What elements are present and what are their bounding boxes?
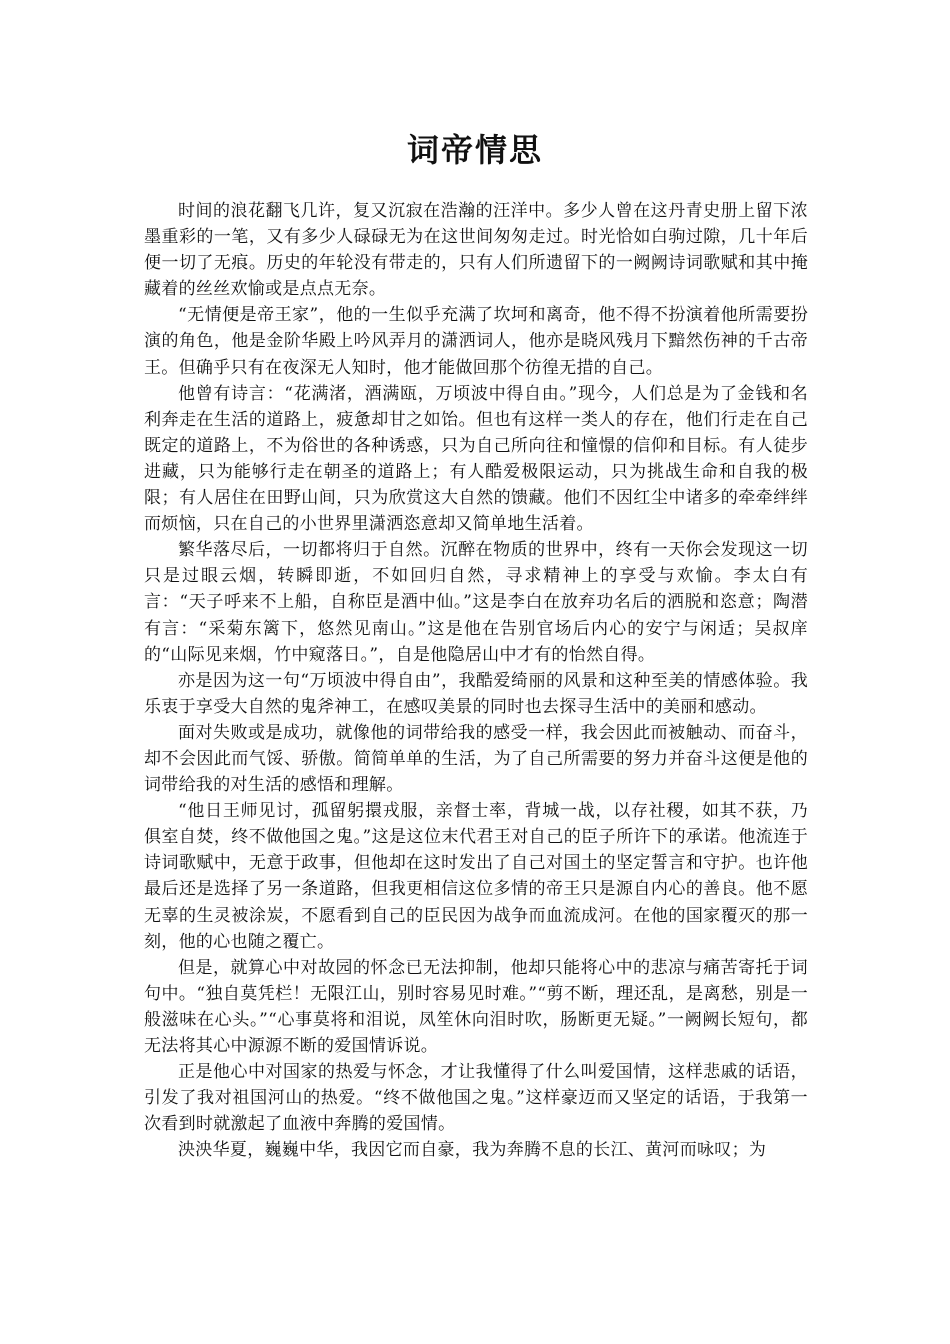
paragraph: 亦是因为这一句“万顷波中得自由”，我酷爱绮丽的风景和这种至美的情感体验。我乐衷于享受大自然的鬼斧神工，在感叹美景的同时也去探寻生活中的美丽和感动。	[144, 670, 808, 717]
paragraph: 正是他心中对国家的热爱与怀念，才让我懂得了什么叫爱国情，这样悲戚的话语，引发了我对祖国河山的热爱。“终不做他国之鬼。”这样豪迈而又坚定的话语，于我第一次看到时就激起了血液中奔腾的爱国情。	[144, 1062, 808, 1135]
paragraph: 泱泱华夏，巍巍中华，我因它而自豪，我为奔腾不息的长江、黄河而咏叹；为	[178, 1140, 767, 1161]
paragraph: 时间的浪花翻飞几许，复又沉寂在浩瀚的汪洋中。多少人曾在这丹青史册上留下浓墨重彩的一笔，又有多少人碌碌无为在这世间匆匆走过。时光恰如白驹过隙，几十年后便一切了无痕。历史的年轮没有带走的，只有人们所遗留下的一阙阙诗词歌赋和其中掩藏着的丝丝欢愉或是点点无奈。	[144, 201, 808, 300]
paragraph: 繁华落尽后，一切都将归于自然。沉醉在物质的世界中，终有一天你会发现这一切只是过眼云烟，转瞬即逝，不如回归自然，寻求精神上的享受与欢愉。李太白有言：“天子呼来不上船，自称臣是酒中仙。”这是李白在放弃功名后的洒脱和恣意；陶潜有言：“采菊东篱下，悠然见南山。”这是他在告别官场后内心的安宁与闲适；吴叔庠的“山际见来烟，竹中窥落日。”，自是他隐居山中才有的怡然自得。	[144, 540, 808, 665]
paragraph: “无情便是帝王家”，他的一生似乎充满了坎坷和离奇，他不得不扮演着他所需要扮演的角色，他是金阶华殿上吟风弄月的潇洒词人，他亦是晓风残月下黯然伤神的千古帝王。但确乎只有在夜深无人知时，他才能做回那个彷徨无措的自己。	[144, 305, 808, 378]
paragraph: 他曾有诗言：“花满渚，酒满瓯，万顷波中得自由。”现今，人们总是为了金钱和名利奔走在生活的道路上，疲惫却甘之如饴。但也有这样一类人的存在，他们行走在自己既定的道路上，不为俗世的各种诱惑，只为自己所向往和憧憬的信仰和目标。有人徒步进藏，只为能够行走在朝圣的道路上；有人酷爱极限运动，只为挑战生命和自我的极限；有人居住在田野山间，只为欣赏这大自然的馈藏。他们不因红尘中诸多的牵牵绊绊而烦恼，只在自己的小世界里潇洒恣意却又简单地生活着。	[144, 383, 808, 535]
paragraph: “他日王师见讨，孤留躬擐戎服，亲督士率，背城一战，以存社稷，如其不获，乃俱室自焚，终不做他国之鬼。”这是这位末代君王对自己的臣子所许下的承诺。他流连于诗词歌赋中，无意于政事，但他却在这时发出了自己对国土的坚定誓言和守护。也许他最后还是选择了另一条道路，但我更相信这位多情的帝王只是源自内心的善良。他不愿无辜的生灵被涂炭，不愿看到自己的臣民因为战争而血流成河。在他的国家覆灭的那一刻，他的心也随之覆亡。	[144, 801, 808, 952]
paragraph: 但是，就算心中对故园的怀念已无法抑制，他却只能将心中的悲凉与痛苦寄托于词句中。“独自莫凭栏！无限江山，别时容易见时难。”“剪不断，理还乱，是离愁，别是一般滋味在心头。”“心事莫将和泪说，凤笙休向泪时吹，肠断更无疑。”一阙阙长短句，都无法将其心中源源不断的爱国情诉说。	[144, 957, 808, 1056]
paragraph: 面对失败或是成功，就像他的词带给我的感受一样，我会因此而被触动、而奋斗，却不会因此而气馁、骄傲。简简单单的生活，为了自己所需要的努力并奋斗这便是他的词带给我的对生活的感悟和理解。	[144, 722, 808, 796]
document-title: 词帝情思	[406, 131, 543, 169]
document-body	[144, 198, 808, 1163]
